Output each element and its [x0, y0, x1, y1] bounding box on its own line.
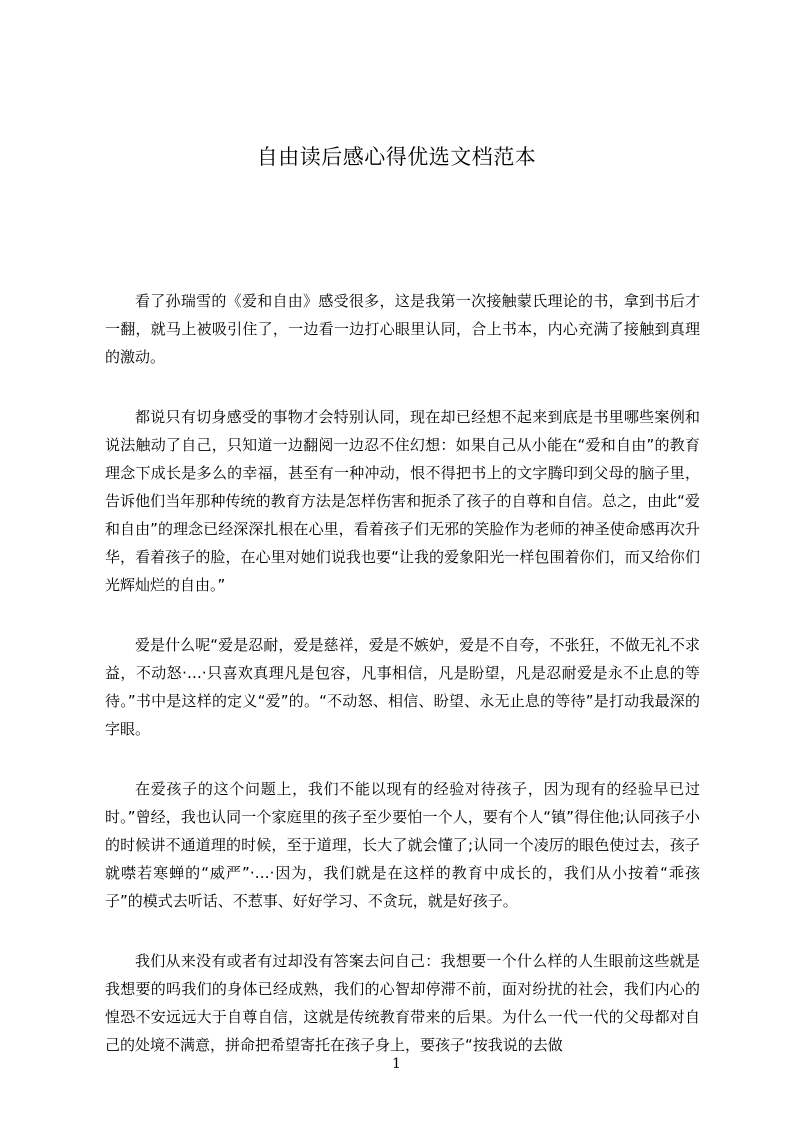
paragraph-3: 爱是什么呢“爱是忍耐，爱是慈祥，爱是不嫉妒，爱是不自夸，不张狂，不做无礼不求益，不动怒·…·只喜欢真理凡是包容，凡事相信，凡是盼望，凡是忍耐爱是永不止息的等待。”书中是这样的定义“爱”的。“不动怒、相信、盼望、永无止息的等待”是打动我最深的字眼。	[105, 636, 700, 738]
paragraph-5: 我们从来没有或者有过却没有答案去问自己：我想要一个什么样的人生眼前这些就是我想要的吗我们的身体已经成熟，我们的心智却停滞不前，面对纷扰的社会，我们内心的惶恐不安远远大于自尊自信，这就是传统教育带来的后果。为什么一代一代的父母都对自己的处境不满意，拼命把希望寄托在孩子身上，要孩子“按我说的去做	[105, 952, 700, 1054]
page-number: 1	[392, 1056, 401, 1072]
document-body	[105, 287, 700, 1091]
paragraph-1: 看了孙瑞雪的《爱和自由》感受很多，这是我第一次接触蒙氏理论的书，拿到书后才一翻，就马上被吸引住了，一边看一边打心眼里认同，合上书本，内心充满了接触到真理的激动。	[105, 292, 700, 366]
document-title: 自由读后感心得优选文档范本	[256, 145, 537, 169]
paragraph-2: 都说只有切身感受的事物才会特别认同，现在却已经想不起来到底是书里哪些案例和说法触动了自己，只知道一边翻阅一边忍不住幻想：如果自己从小能在“爱和自由”的教育理念下成长是多么的幸福，甚至有一种冲动，恨不得把书上的文字腾印到父母的脑子里，告诉他们当年那种传统的教育方法是怎样伤害和扼杀了孩子的自尊和自信。总之，由此“爱和自由”的理念已经深深扎根在心里，看着孩子们无邪的笑脸作为老师的神圣使命感再次升华，看着孩子的脸，在心里对她们说我也要“让我的爱象阳光一样包围着你们，而又给你们光辉灿烂的自由。”	[105, 408, 700, 594]
paragraph-4: 在爱孩子的这个问题上，我们不能以现有的经验对待孩子，因为现有的经验早已过时。”曾经，我也认同一个家庭里的孩子至少要怕一个人，要有个人“镇”得住他;认同孩子小的时候讲不通道理的时候，至于道理，长大了就会懂了;认同一个凌厉的眼色使过去，孩子就噤若寒蝉的“威严”·…·因为，我们就是在这样的教育中成长的，我们从小按着“乖孩子”的模式去听话、不惹事、好好学习、不贪玩，就是好孩子。	[105, 780, 700, 910]
